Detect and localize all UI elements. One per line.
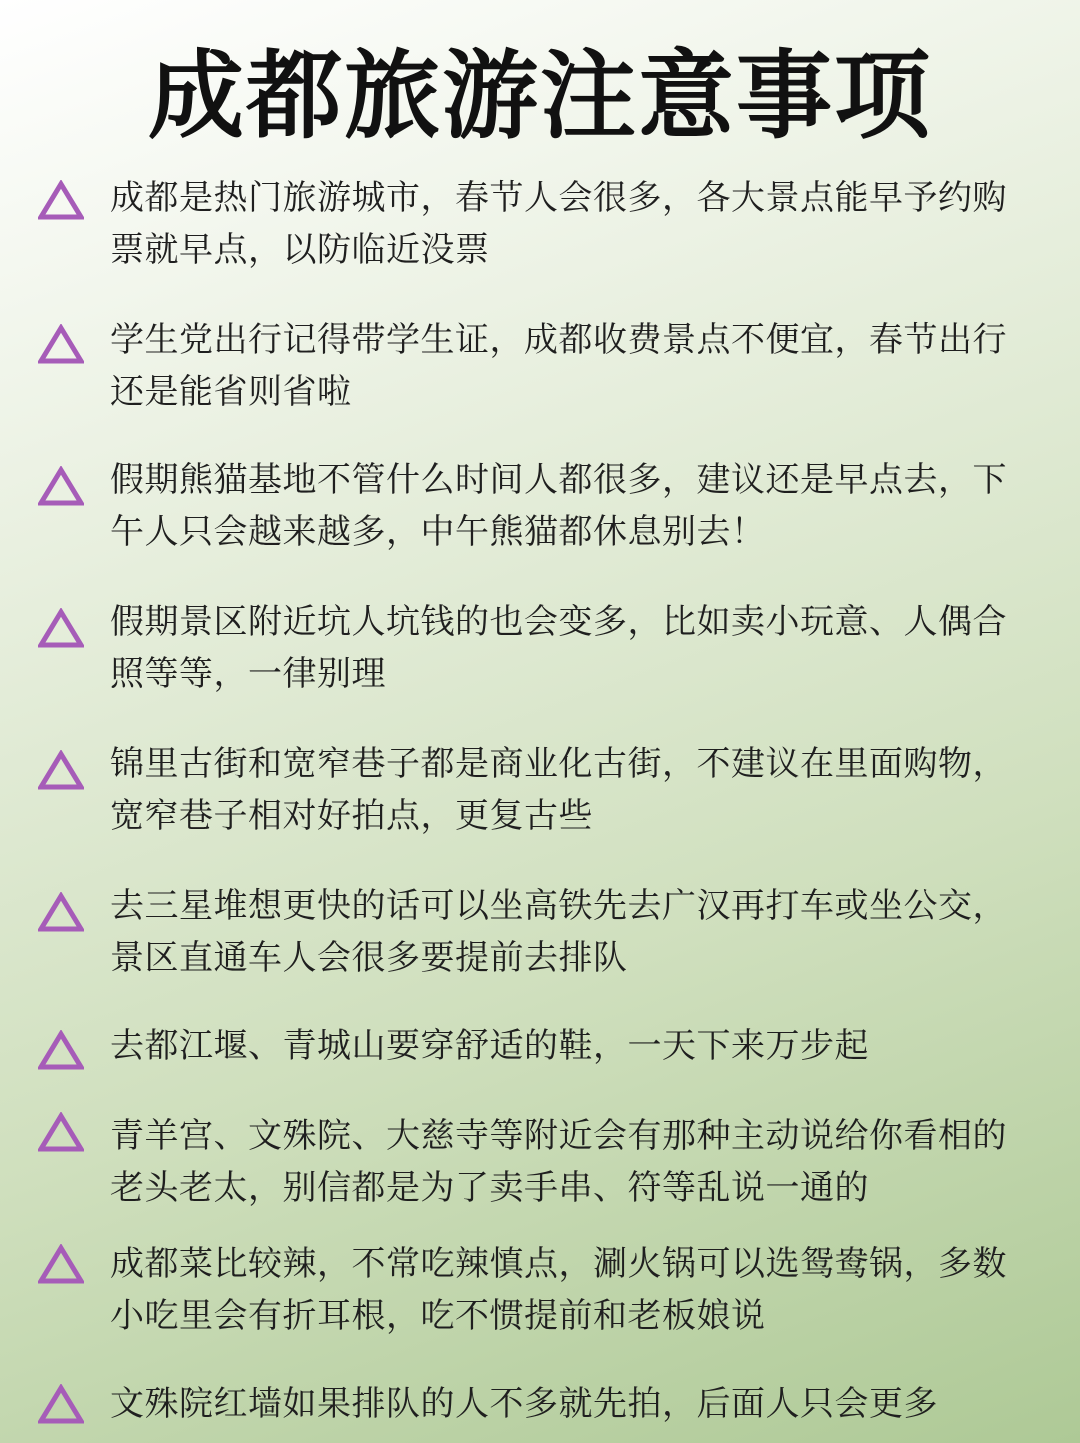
item-text: 青羊宫、文殊院、大慈寺等附近会有那种主动说给你看相的老头老太，别信都是为了卖手串、符等乱说一通的 [110,1116,1007,1208]
item-text: 文殊院红墙如果排队的人不多就先拍，后面人只会更多 [110,1384,938,1424]
item-text: 去都江堰、青城山要穿舒适的鞋，一天下来万步起 [110,1026,869,1066]
item-text: 成都菜比较辣，不常吃辣慎点，涮火锅可以选鸳鸯锅，多数小吃里会有折耳根，吃不惯提前和老板娘说 [110,1244,1007,1336]
page-title: 成都旅游注意事项 [148,39,932,152]
item-text: 假期景区附近坑人坑钱的也会变多，比如卖小玩意、人偶合照等等，一律别理 [110,602,1007,694]
triangle-outline-icon [38,1030,84,1070]
item-text: 成都是热门旅游城市，春节人会很多，各大景点能早予约购票就早点，以防临近没票 [110,178,1007,270]
triangle-outline-icon [38,1112,84,1152]
triangle-outline-icon [38,466,84,506]
triangle-outline-icon [38,324,84,364]
triangle-outline-icon [38,608,84,648]
triangle-outline-icon [38,892,84,932]
item-text: 锦里古街和宽窄巷子都是商业化古街，不建议在里面购物，宽窄巷子相对好拍点，更复古些 [110,744,1007,836]
triangle-outline-icon [38,1244,84,1284]
triangle-outline-icon [38,1384,84,1424]
triangle-outline-icon [38,180,84,220]
item-text: 假期熊猫基地不管什么时间人都很多，建议还是早点去，下午人只会越来越多，中午熊猫都休息别去！ [110,460,1007,552]
triangle-outline-icon [38,750,84,790]
item-text: 去三星堆想更快的话可以坐高铁先去广汉再打车或坐公交，景区直通车人会很多要提前去排队 [110,886,1007,978]
item-text: 学生党出行记得带学生证，成都收费景点不便宜，春节出行还是能省则省啦 [110,320,1007,412]
